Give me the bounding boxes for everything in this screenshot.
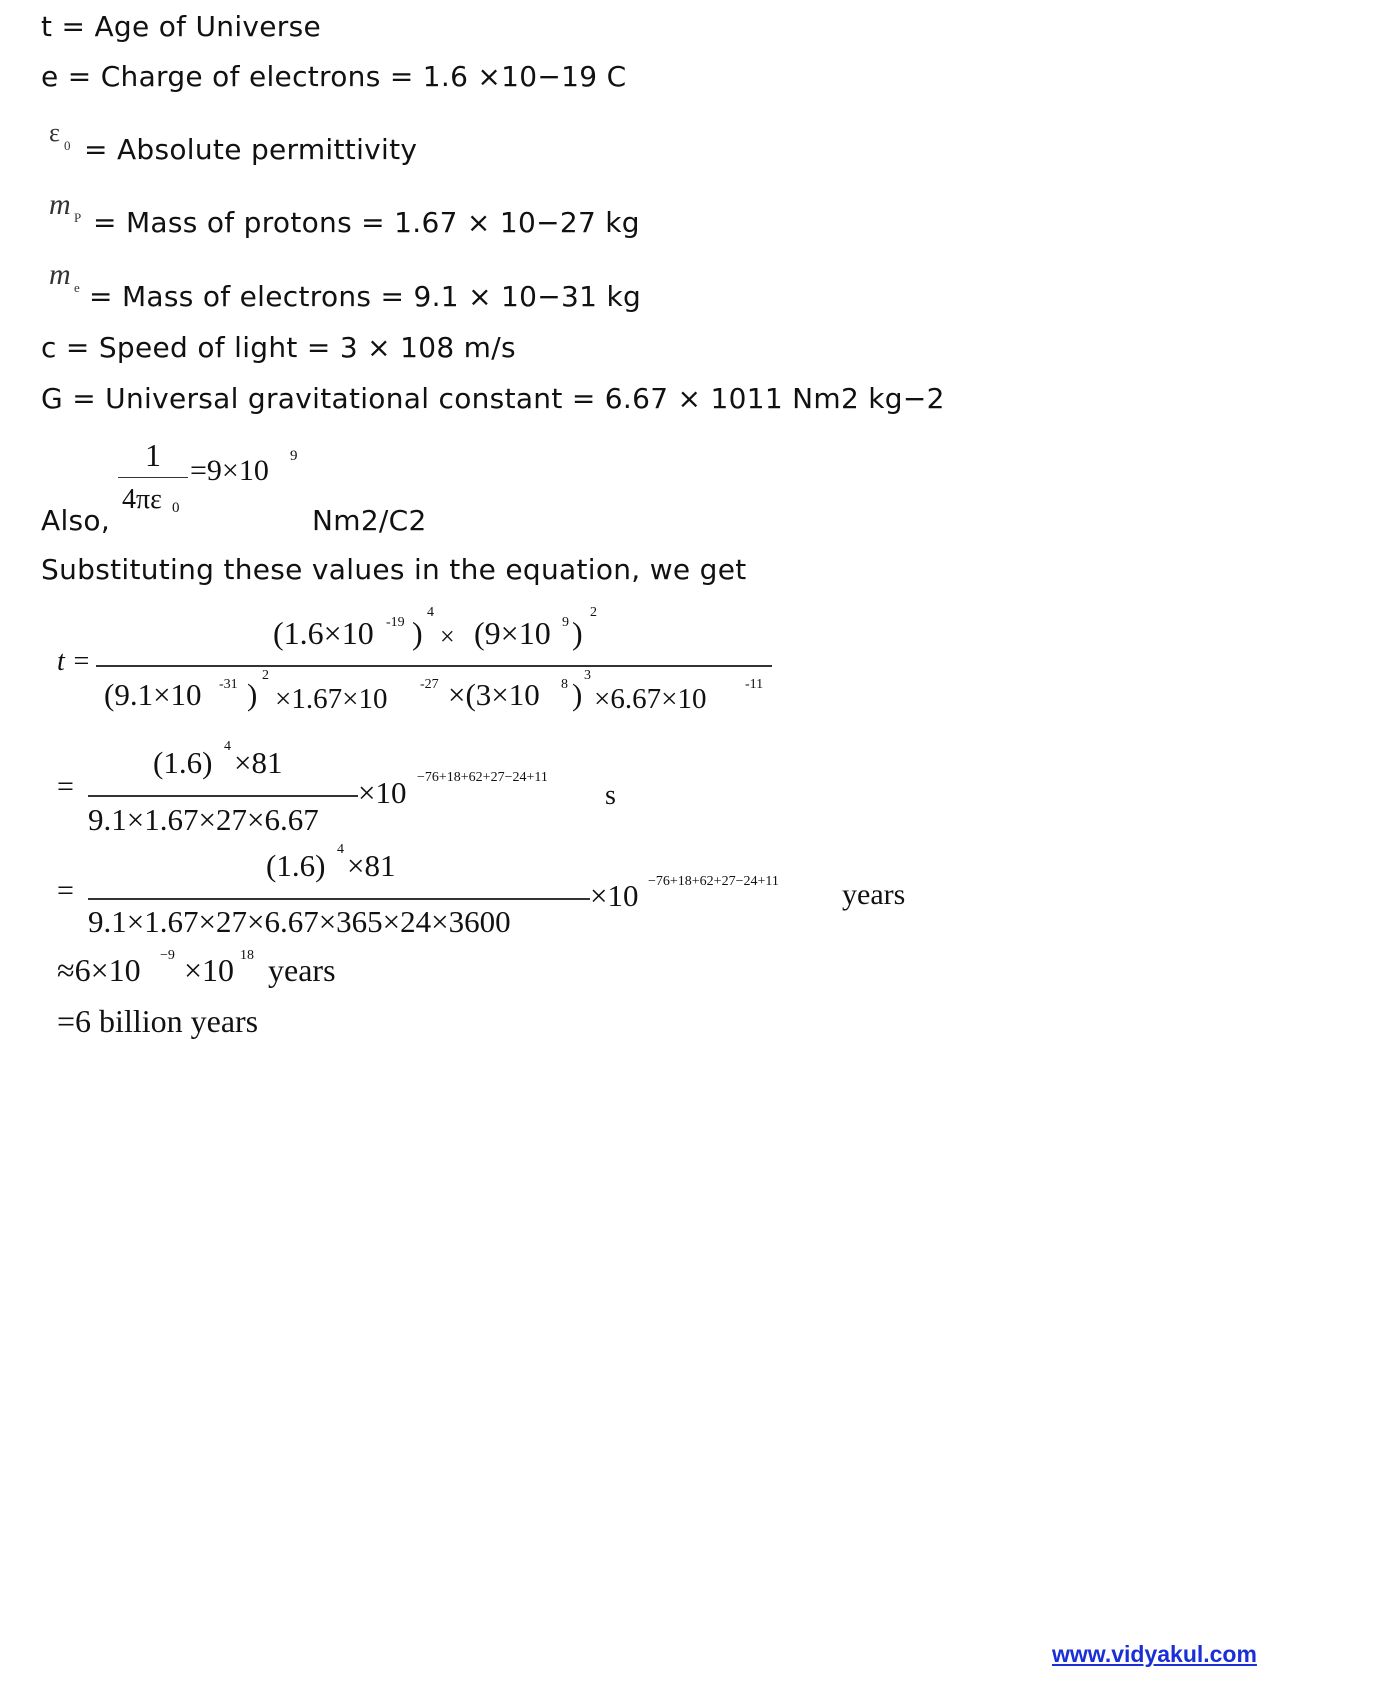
- also-denominator-subscript: 0: [172, 500, 180, 516]
- eq2-num-pow: 4: [224, 739, 231, 754]
- also-rhs-exponent: 9: [290, 448, 298, 464]
- eq1-den-3-exp: 8: [561, 677, 568, 692]
- eq3-num: (1.6): [266, 848, 326, 883]
- eq4-times-ten: ×10: [184, 952, 235, 988]
- eq1-den-4-exp: -11: [745, 677, 764, 692]
- eq1-num-a-close: ): [412, 615, 423, 651]
- def-age: t = Age of Universe: [41, 10, 322, 43]
- eq1-num-b-close: ): [572, 615, 583, 651]
- eq2-equals: =: [57, 770, 74, 803]
- def-charge: e = Charge of electrons = 1.6 ×10−19 C: [41, 60, 627, 93]
- eq3-times-ten: ×10: [590, 878, 639, 913]
- also-numerator: 1: [145, 437, 161, 473]
- footer-link[interactable]: www.vidyakul.com: [1052, 1641, 1257, 1667]
- also-denominator: 4πε: [122, 484, 162, 515]
- eq1-num-a: (1.6×10: [273, 615, 374, 651]
- eq1-den-3-pow: 3: [584, 668, 591, 683]
- eq2-unit: s: [605, 780, 616, 811]
- eq1-den-1: (9.1×10: [104, 677, 202, 712]
- eq5-result: =6 billion years: [57, 1003, 259, 1039]
- eq1-num-b-pow: 2: [590, 605, 597, 620]
- eq1-num-b: (9×10: [474, 615, 551, 651]
- def-electron-mass: = Mass of electrons = 9.1 × 10−31 kg: [89, 280, 642, 313]
- mp-subscript: P: [74, 210, 82, 225]
- eq3-num-rest: ×81: [347, 848, 396, 883]
- eq2-denominator: 9.1×1.67×27×6.67: [88, 802, 319, 837]
- eq4-exp-b: 18: [240, 948, 254, 963]
- eq1-den-3-close: ): [572, 677, 583, 712]
- eq2-exponent: −76+18+62+27−24+11: [417, 770, 548, 785]
- eq1-fraction-line: [96, 665, 772, 667]
- also-fraction-line: [118, 477, 188, 478]
- mp-symbol: m: [49, 188, 71, 221]
- eq1-den-1-close: ): [247, 677, 258, 712]
- epsilon-subscript: 0: [64, 138, 71, 153]
- also-rhs: =9×10: [190, 454, 269, 487]
- def-gravitational-constant: G = Universal gravitational constant = 6.67 × 1011 Nm2 kg−2: [41, 382, 945, 415]
- me-subscript: e: [74, 280, 80, 295]
- eq1-num-a-pow: 4: [427, 605, 434, 620]
- eq1-den-2-exp: -27: [420, 677, 439, 692]
- eq4-approx: ≈6×10: [57, 952, 141, 988]
- eq3-exponent: −76+18+62+27−24+11: [648, 874, 779, 889]
- eq1-den-1-exp: -31: [219, 677, 238, 692]
- epsilon-symbol: ε: [49, 118, 60, 147]
- eq3-denominator: 9.1×1.67×27×6.67×365×24×3600: [88, 904, 511, 939]
- eq1-num-b-exp: 9: [562, 615, 569, 630]
- def-permittivity: = Absolute permittivity: [84, 133, 418, 166]
- def-speed-of-light: c = Speed of light = 3 × 108 m/s: [41, 331, 516, 364]
- eq1-den-1-pow: 2: [262, 668, 269, 683]
- eq1-den-2: ×1.67×10: [275, 683, 388, 715]
- eq1-num-a-exp: -19: [386, 615, 405, 630]
- eq2-num-rest: ×81: [234, 745, 283, 780]
- eq1-den-4: ×6.67×10: [594, 683, 707, 715]
- me-symbol: m: [49, 258, 71, 291]
- also-label: Also,: [41, 504, 111, 537]
- eq3-equals: =: [57, 874, 74, 907]
- eq4-unit: years: [268, 952, 336, 988]
- eq3-num-pow: 4: [337, 842, 344, 857]
- substituting-text: Substituting these values in the equation, we get: [41, 553, 747, 586]
- eq1-lhs: t =: [57, 646, 91, 677]
- eq1-num-times: ×: [440, 622, 455, 651]
- eq3-unit: years: [842, 878, 906, 911]
- also-unit: Nm2/C2: [312, 504, 427, 537]
- eq2-num: (1.6): [153, 745, 213, 780]
- def-proton-mass: = Mass of protons = 1.67 × 10−27 kg: [93, 206, 640, 239]
- eq4-exp-a: −9: [160, 948, 175, 963]
- eq1-den-3: ×(3×10: [448, 677, 540, 712]
- eq2-fraction-line: [88, 795, 358, 797]
- eq3-fraction-line: [88, 898, 590, 900]
- eq2-times-ten: ×10: [358, 775, 407, 810]
